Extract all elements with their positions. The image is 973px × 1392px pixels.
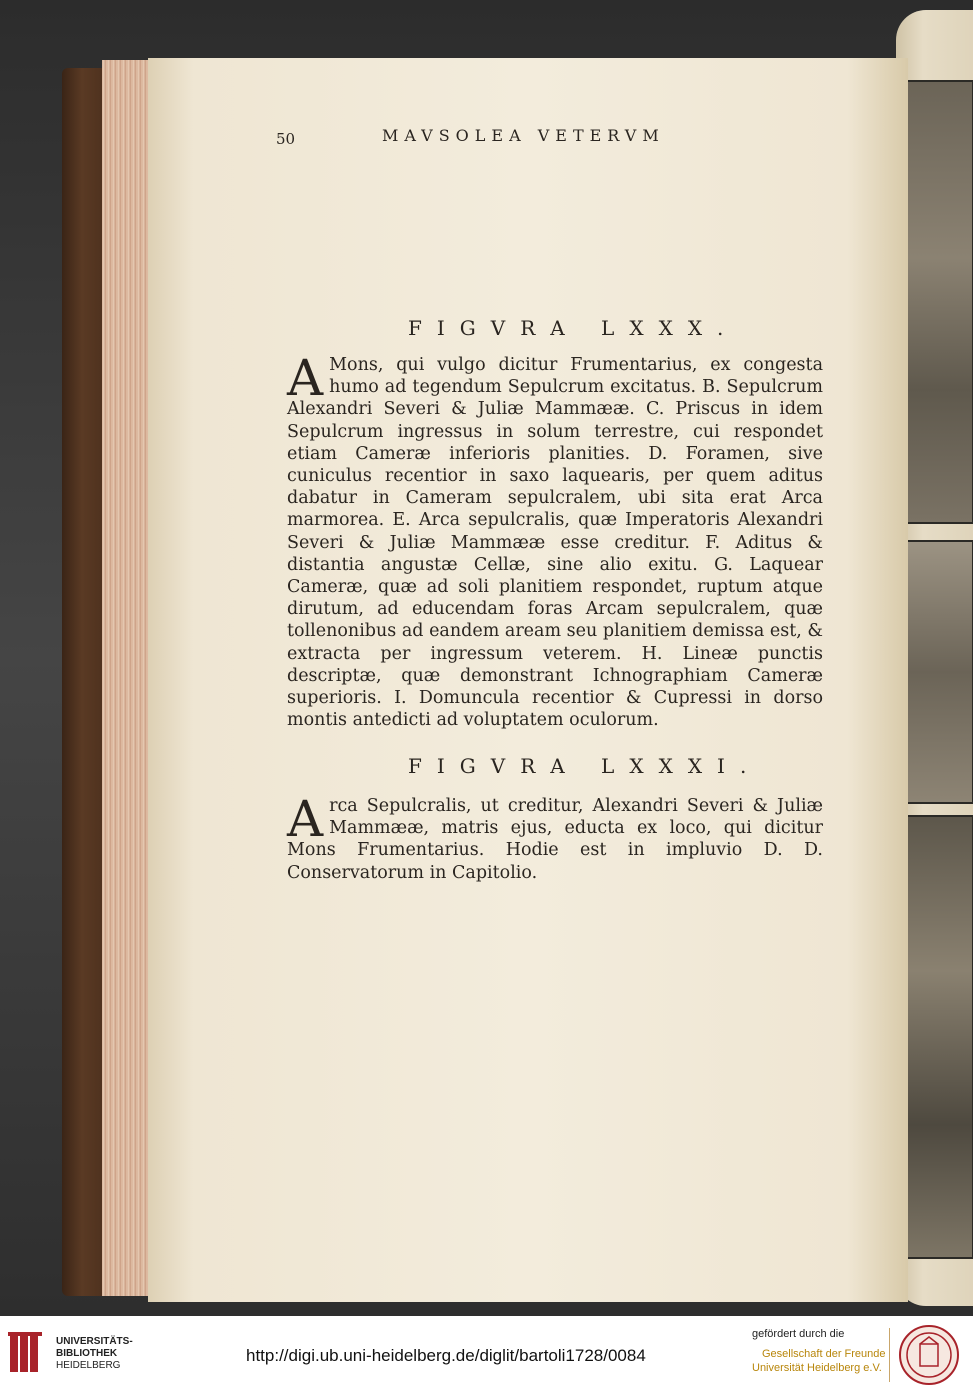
document-url-link[interactable]: http://digi.ub.uni-heidelberg.de/diglit/bartoli1728/0084 [246,1346,646,1365]
section-body-fig-80 [287,349,823,731]
library-name: UNIVERSITÄTS- BIBLIOTHEK HEIDELBERG [56,1336,133,1371]
paragraph-text: rca Sepulcralis, ut creditur, Alexandri Severi & Juliæ Mammææ, matris ejus, educta ex loco, qui dicitur Mons Frumentarius. Hodie est in impluvio D. D. Conservatorum in Capitolio. [287,796,823,883]
engraving-landscape [904,80,973,524]
drop-cap: A [287,349,324,407]
paragraph-text: Mons, qui vulgo dicitur Frumentarius, ex congesta humo ad tegendum Sepulcrum excitatus. B. Sepulcrum Alexandri Severi & Juliæ Mammææ. C. Priscus in idem Sepulcrum ingressus in solum terrestre, cui respondet etiam Cameræ inferioris planities. D. Foramen, sive cuniculus recentior in saxo laquearis, per quem aditus dabatur in Cameram sepulcralem, ubi sita erat Arca marmorea. E. Arca sepulcralis, quæ Imperatoris Alexandri Severi & Juliæ Mammææ esse creditur. F. Aditus & distantia angustæ Cellæ, sine alio exitu. G. Laquear Cameræ, quæ ad soli planitiem respondet, ruptum atque dirutum, ad educendam foras Arcam sepulcralem, quæ tollenonibus ad eandem aream seu planitiem demissa est, & extracta per ingressum veterem. H. Lineæ punctis descriptæ, quæ demonstrant Ichnographiam Cameræ superioris. I. Domuncula recentior & Cupressi in dorso montis antedicti ad voluptatem oculorum. [287,355,823,731]
footer-bar [0,1316,973,1392]
engraving-bust [904,540,973,804]
library-logo-icon [8,1332,48,1376]
university-seal-icon [898,1324,960,1386]
funding-label: gefördert durch die [752,1328,845,1340]
section-body-fig-81 [287,790,823,884]
drop-cap: A [287,790,324,848]
footer-divider [889,1328,890,1382]
running-head: MAVSOLEA VETERVM [382,126,665,145]
engraving-relief [904,815,973,1259]
section-title-fig-81: FIGVRA LXXXI. [408,754,762,778]
section-title-fig-80: FIGVRA LXXX. [408,316,739,340]
sponsor-name: Gesellschaft der Freunde [762,1348,886,1360]
page-number: 50 [276,130,296,148]
page-edges [102,60,154,1296]
sponsor-university: Universität Heidelberg e.V. [752,1362,882,1374]
